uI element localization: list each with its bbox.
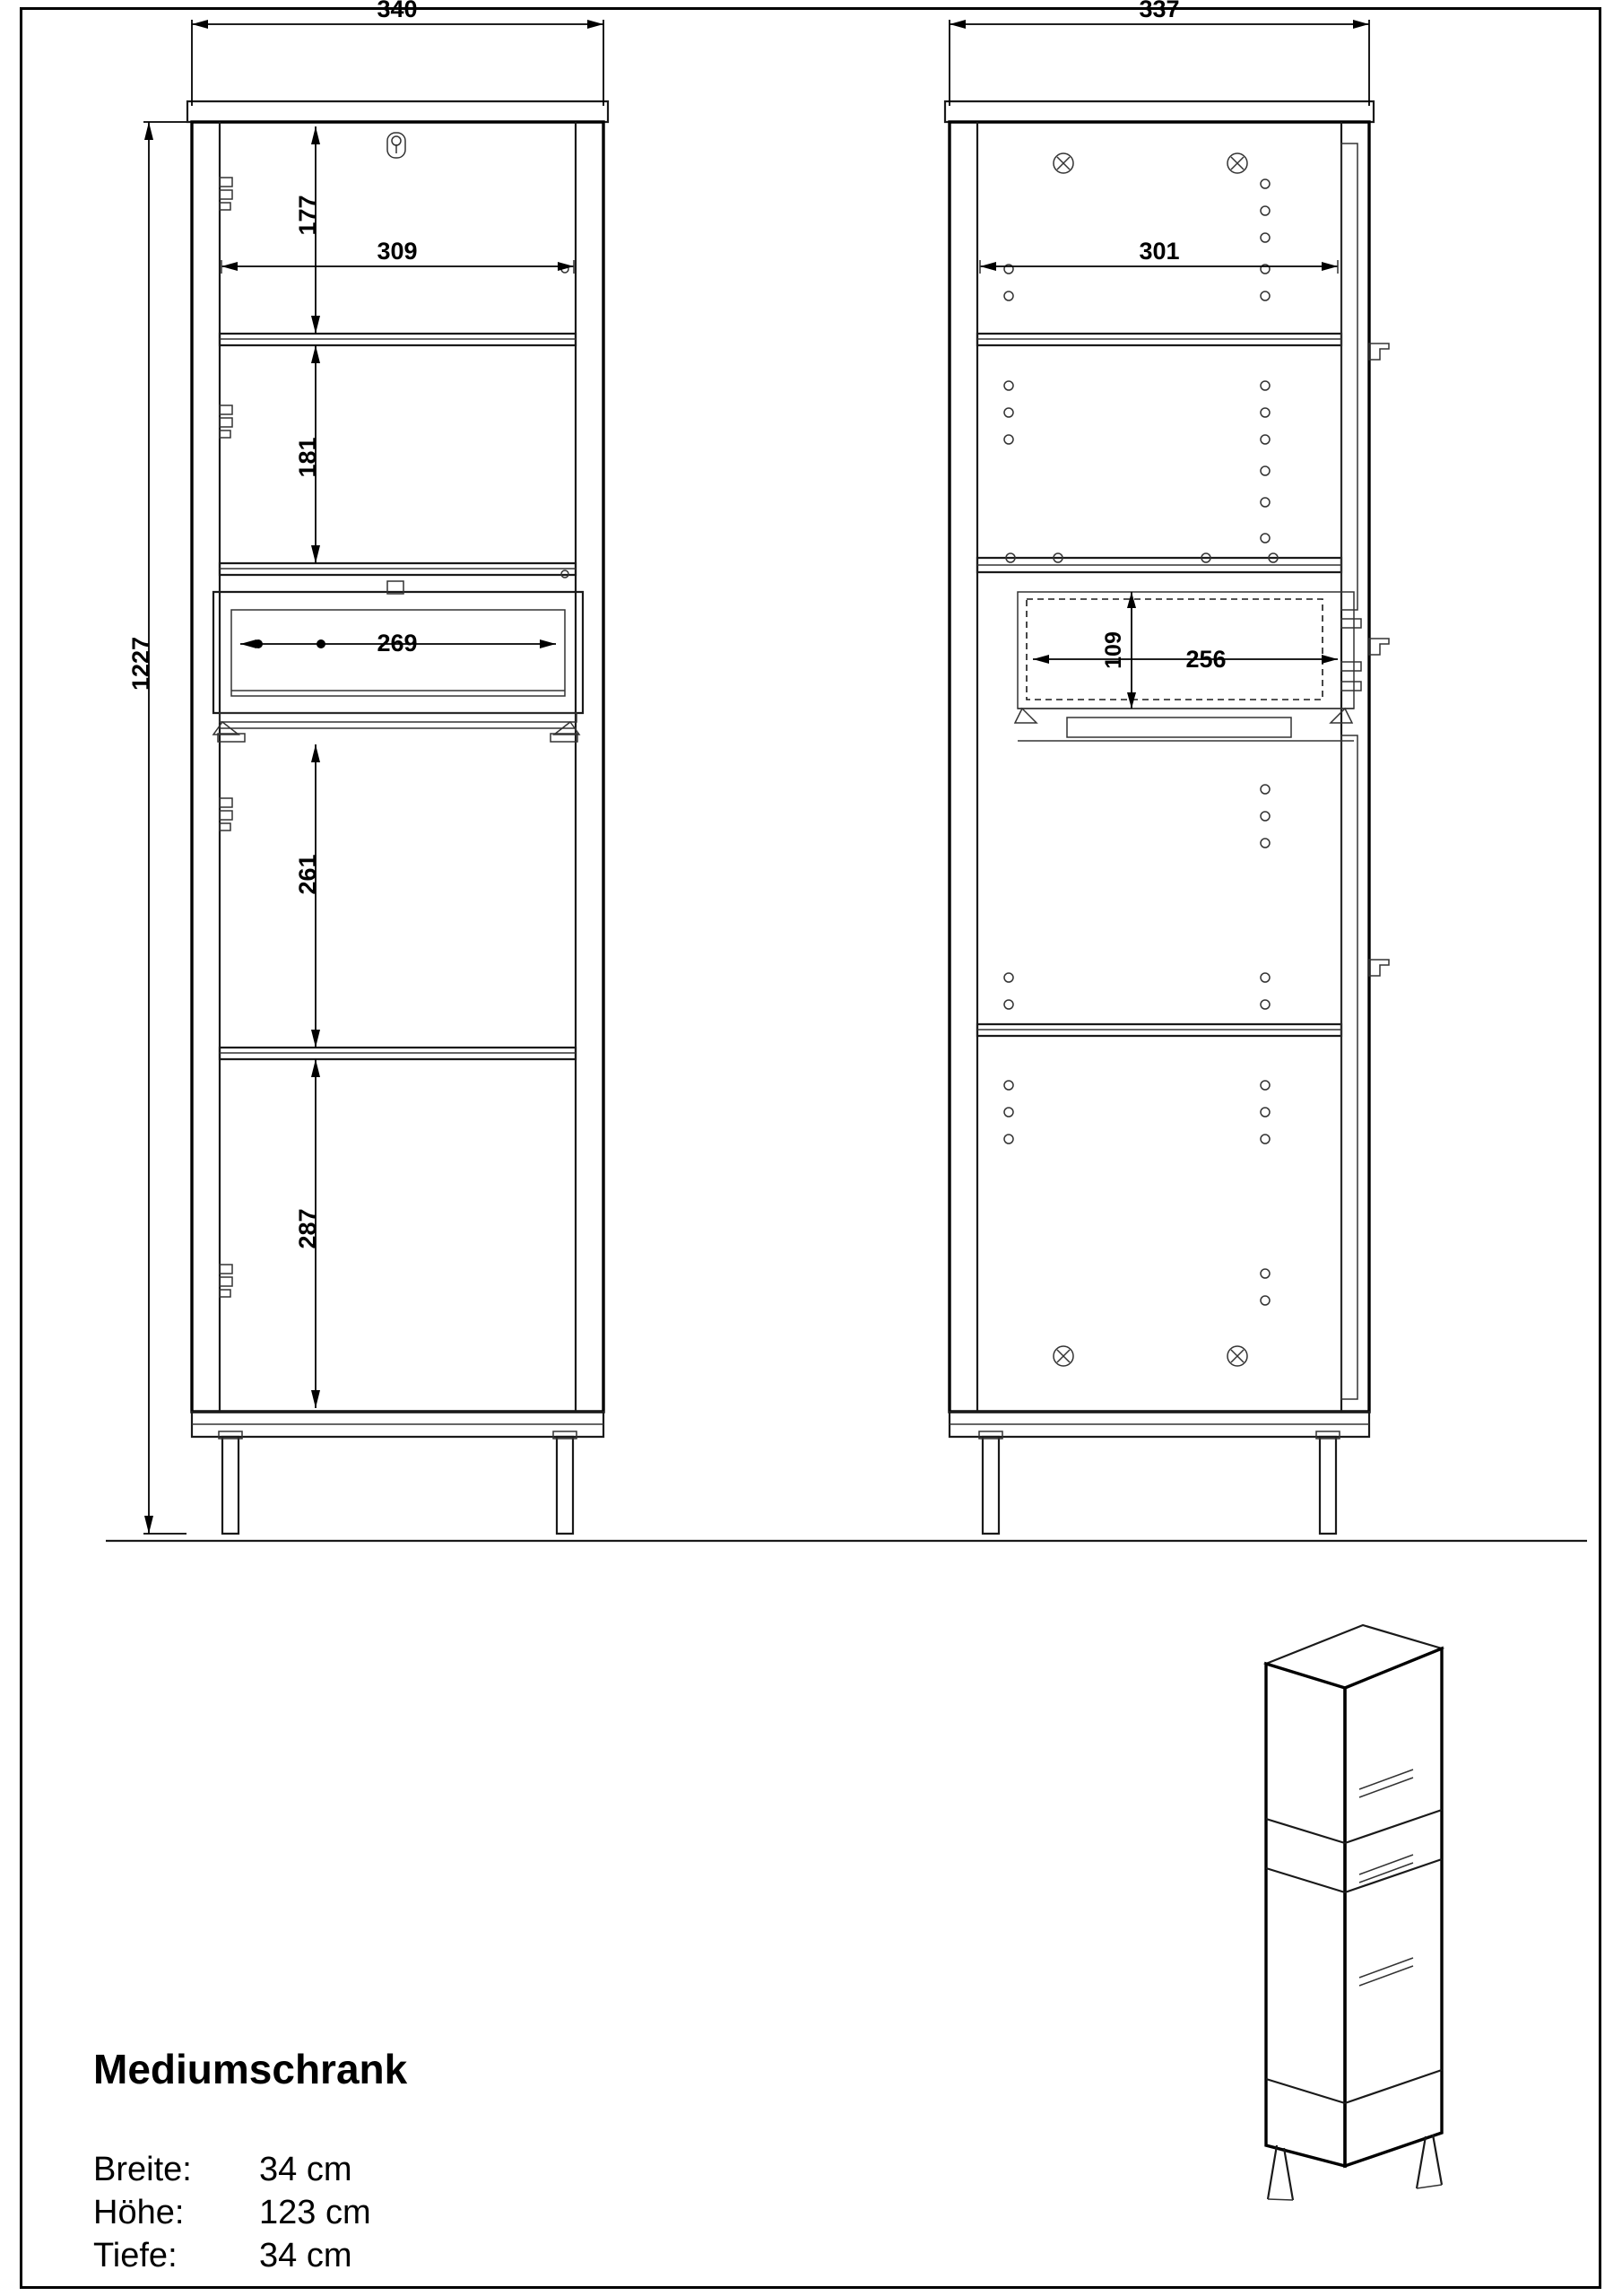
drawer-front-view: [213, 581, 583, 742]
dowel-holes: [1004, 179, 1278, 1305]
dim-compartment-1: 177: [294, 195, 321, 236]
dim-compartment-3: 261: [294, 854, 321, 895]
dim-compartment-4: 287: [294, 1208, 321, 1249]
dim-drawer-height: 109: [1101, 631, 1126, 669]
spec-label-tiefe: Tiefe:: [93, 2237, 178, 2274]
spec-value-breite: 34 cm: [259, 2151, 352, 2188]
spec-row-tiefe: [93, 2234, 371, 2277]
dim-total-height: 1227: [127, 636, 154, 691]
spec-value-tiefe: 34 cm: [259, 2237, 352, 2274]
perspective-view: [1266, 1625, 1442, 2200]
spec-row-hoehe: [93, 2191, 371, 2234]
spec-label-breite: Breite:: [93, 2151, 192, 2188]
dim-side-width: 337: [1139, 0, 1180, 22]
spec-row-breite: [93, 2148, 371, 2191]
front-elevation-view: [187, 101, 608, 1534]
hinge-plates-section: [1369, 344, 1389, 976]
dim-drawer-depth: 256: [1185, 646, 1227, 673]
dim-compartment-2: 181: [294, 437, 321, 478]
dim-front-width: 340: [377, 0, 418, 22]
front-dimensions: [143, 20, 603, 1534]
shelf-holes-front: [561, 265, 568, 578]
dim-inner-width-side: 301: [1139, 238, 1180, 265]
page-title: Mediumschrank: [93, 2046, 408, 2092]
spec-value-hoehe: 123 cm: [259, 2194, 371, 2231]
dim-inner-width-front: 309: [377, 238, 418, 265]
spec-label-hoehe: Höhe:: [93, 2194, 185, 2231]
spec-list: [93, 2148, 371, 2277]
section-view: [945, 101, 1389, 1534]
dim-drawer-width: 269: [377, 630, 418, 657]
